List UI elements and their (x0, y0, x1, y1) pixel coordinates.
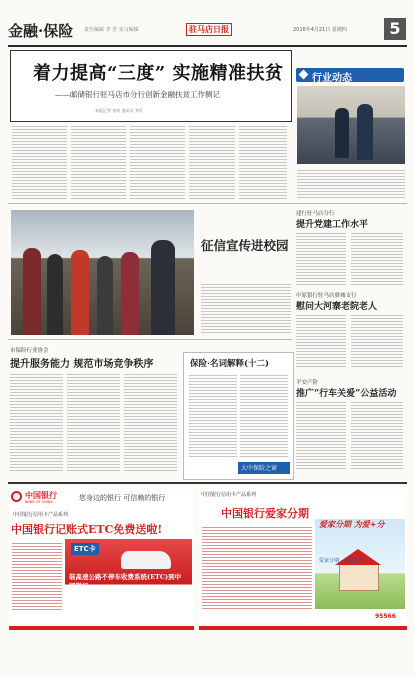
ad-right-hotline: 95566 (375, 613, 396, 620)
insurance-text-2 (67, 372, 120, 472)
glossary-box (183, 352, 294, 480)
lead-byline: 本报记者 张明 通讯员 刘军 (95, 108, 143, 113)
section-header (8, 18, 407, 44)
right-item-3-title: 推广“行车关爱”公益活动 (296, 389, 397, 399)
insurance-title: 提升服务能力 规范市场竞争秩序 (10, 359, 154, 370)
right-item-1-text (296, 231, 346, 286)
etc-banner: 中国银行记账式ETC免费送啦! (11, 523, 163, 536)
right-item-1-title: 提升党建工作水平 (296, 220, 369, 230)
photo-person-2 (47, 254, 63, 335)
ad-right-slogan: 爱家分期 为爱+分 (319, 519, 385, 529)
etc-cta: 装高速公路不停车收费系统(ETC)到中国银行 (69, 573, 182, 590)
ad-left-bullets (12, 541, 62, 611)
photo-figure-1 (335, 108, 349, 158)
ad-right-visual (315, 519, 405, 609)
news-photo (297, 86, 405, 164)
header-rule (8, 45, 407, 47)
photo-person-6 (151, 240, 175, 335)
glossary-title: 保险·名词解释(十二) (190, 359, 270, 369)
right-item-2-text (296, 313, 346, 368)
right-item-2-title: 慰问大河寨老院老人 (296, 302, 378, 312)
photo-person-1 (23, 248, 41, 335)
boc-name-en: BANK OF CHINA (25, 500, 53, 504)
lead-subtitle: ——邮储银行驻马店市分行创新金融扶贫工作侧记 (55, 90, 220, 99)
insurance-text-1 (10, 372, 63, 472)
glossary-text-2 (240, 373, 288, 457)
diamond-icon (299, 70, 309, 80)
photo-caption (297, 168, 405, 198)
lead-body-col-5 (239, 124, 287, 199)
photo-person-5 (121, 252, 139, 335)
industry-news-banner (296, 68, 404, 82)
ad-left-sub: 中国银行信用卡产品系列 (13, 512, 69, 518)
boc-slogan: 您身边的银行 可信赖的银行 (79, 494, 166, 502)
lead-title: 着力提高“三度” 实施精准扶贫 (33, 63, 284, 84)
divider-1 (8, 203, 407, 204)
page-number: 5 (384, 18, 406, 40)
ad-right-headline: 中国银行爱家分期 (221, 507, 309, 520)
photo-figure-2 (357, 104, 373, 160)
photo-story-title: 征信宣传进校园 (201, 238, 289, 253)
etc-card-label: ETC卡 (71, 543, 99, 555)
photo-story-text (201, 282, 291, 334)
insurance-text-3 (124, 372, 177, 472)
lead-title-block (10, 50, 292, 122)
ad-right-slogan-blue: 爱家分期 · 为爱十分 (319, 558, 364, 564)
boc-name: 中国银行 (25, 490, 57, 500)
right-item-2-text-b (351, 313, 403, 368)
glossary-tag-label: 大中保险之窗 (241, 465, 278, 472)
ad-left (9, 489, 194, 624)
glossary-tag (238, 462, 290, 474)
right-item-2-org: 中原银行驻马店驿城支行 (296, 293, 357, 299)
right-item-3-text-b (351, 400, 403, 470)
lead-body-col-1 (12, 124, 67, 199)
masthead: 驻马店日报 (186, 23, 232, 36)
lead-body-col-4 (189, 124, 235, 199)
boc-logo-icon (11, 491, 22, 502)
etc-visual (65, 539, 192, 621)
right-item-3-org: 平安产险 (296, 380, 319, 386)
issue-date: 2016年4月21日 星期四 (293, 27, 347, 33)
right-item-3-text (296, 400, 346, 470)
section-editor: 责任编辑 李 芳 实习编辑 (84, 27, 139, 33)
car-icon (121, 551, 171, 569)
ad-right-text (202, 525, 312, 611)
lead-body-col-2 (71, 124, 126, 199)
ad-left-footer-bar (9, 626, 194, 630)
divider-2 (8, 339, 292, 340)
glossary-text-1 (189, 373, 237, 457)
section-title: 金融·保险 (8, 22, 74, 40)
industry-news-label: 行业动态 (312, 73, 352, 84)
campus-photo (11, 210, 194, 335)
ad-right-footer-bar (199, 626, 407, 630)
right-item-1-org: 建行驻马店分行 (296, 211, 335, 217)
lead-body-col-3 (130, 124, 185, 199)
insurance-org: 市保险行业协会 (10, 348, 49, 354)
house-icon (339, 563, 379, 591)
photo-person-4 (97, 256, 113, 335)
ad-right-sub: 中国银行信用卡产品系列 (201, 492, 257, 498)
ad-right (199, 489, 407, 624)
ad-separator (8, 482, 407, 484)
right-item-1-text-b (351, 231, 403, 286)
photo-person-3 (71, 250, 89, 335)
